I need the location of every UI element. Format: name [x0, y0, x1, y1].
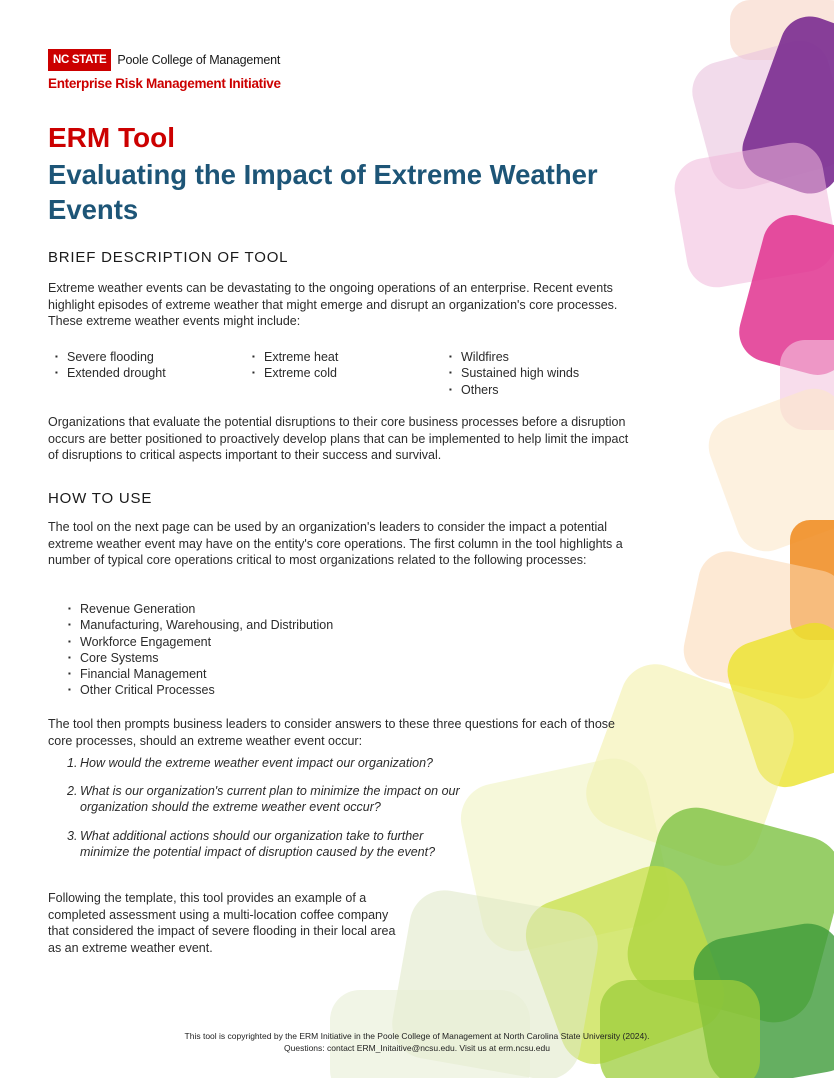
list-item: ▪ Workforce Engagement	[80, 634, 333, 650]
question-number: 3.	[67, 829, 78, 843]
question-text: What is our organization's current plan to minimize the impact on our organization should the extreme weather event occur?	[80, 784, 460, 814]
question-3	[67, 828, 437, 860]
question-number: 2.	[67, 784, 78, 798]
list-item: ▪ Wildfires	[461, 349, 579, 365]
question-2	[67, 783, 467, 815]
list-item: ▪ Financial Management	[80, 666, 333, 682]
copyright-footer: This tool is copyrighted by the ERM Initiative in the Poole College of Management at North Carolina State University (2024).	[184, 1031, 650, 1041]
list-item: ▪ Extreme heat	[264, 349, 338, 365]
college-name: Poole College of Management	[117, 53, 281, 67]
list-item: ▪ Severe flooding	[67, 349, 166, 365]
how-to-intro: The tool on the next page can be used by an organization's leaders to consider the impact a potential extreme weather event may have on the entity's core operations. The first column in the tool highlights a number of typical core operations critical to most organizations related to the following processes:	[48, 520, 623, 567]
example-paragraph: Following the template, this tool provides an example of a completed assessment using a multi-location coffee company that considered the impact of severe flooding in their local area as an extreme weather event.	[48, 891, 396, 955]
question-1	[67, 755, 487, 771]
list-item: ▪ Revenue Generation	[80, 601, 333, 617]
list-item: ▪ Extreme cold	[264, 365, 338, 381]
page-title: Evaluating the Impact of Extreme Weather Events	[48, 159, 598, 225]
events-column-3	[461, 349, 579, 398]
list-item: ▪ Extended drought	[67, 365, 166, 381]
logo-row	[48, 49, 280, 71]
question-text: What additional actions should our organization take to further minimize the potential impact of disruption caused by the event?	[80, 829, 436, 859]
contact-footer: Questions: contact ERM_Initaitive@ncsu.edu. Visit us at erm.ncsu.edu	[284, 1043, 550, 1053]
list-item: ▪ Other Critical Processes	[80, 682, 333, 698]
question-number: 1.	[67, 756, 78, 770]
processes-list	[80, 601, 333, 699]
how-to-heading: HOW TO USE	[48, 490, 153, 507]
question-text: How would the extreme weather event impact our organization?	[80, 756, 433, 770]
list-item: ▪ Sustained high winds	[461, 365, 579, 381]
how-to-prompt: The tool then prompts business leaders to consider answers to these three questions for each of those core processes, should an extreme weather event occur:	[48, 717, 615, 748]
page-title-tool: ERM Tool	[48, 122, 176, 153]
brief-heading: BRIEF DESCRIPTION OF TOOL	[48, 249, 289, 266]
brief-closing: Organizations that evaluate the potential disruptions to their core business processes before a disruption occurs are better positioned to proactively develop plans that can be implemented to help limit the impact of disruptions to critical aspects important to their success and survival.	[48, 415, 629, 462]
initiative-name: Enterprise Risk Management Initiative	[48, 76, 281, 91]
brief-intro: Extreme weather events can be devastating to the ongoing operations of an enterprise. Recent events highlight episodes of extreme weather that might emerge and disrupt an organization's core processes. These extreme weather events might include:	[48, 281, 618, 328]
nc-state-logo: NC STATE	[48, 49, 111, 71]
list-item: ▪ Core Systems	[80, 650, 333, 666]
list-item: ▪ Others	[461, 382, 579, 398]
list-item: ▪ Manufacturing, Warehousing, and Distribution	[80, 617, 333, 633]
events-column-1	[67, 349, 166, 382]
events-column-2	[264, 349, 338, 382]
